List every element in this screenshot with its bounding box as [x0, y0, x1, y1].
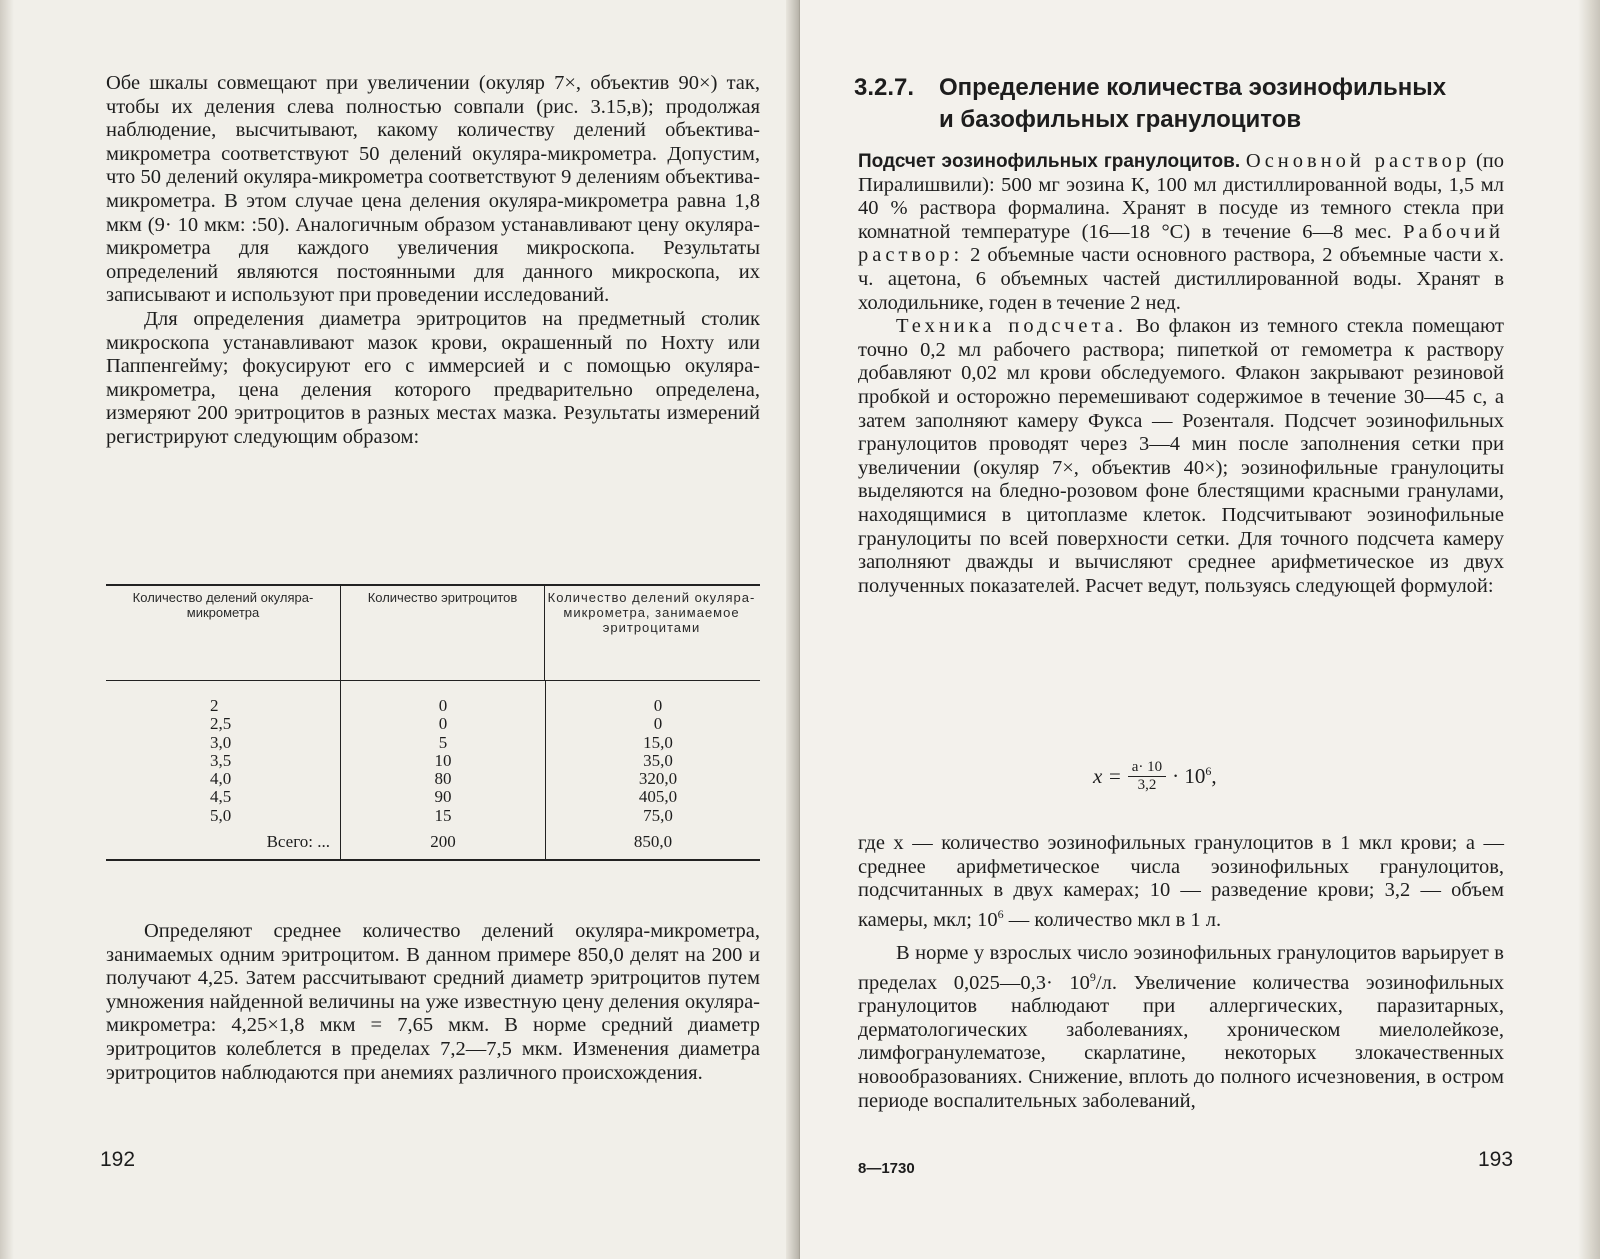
right-text-bottom: [858, 832, 1504, 1113]
paragraph-diameter-method: Для определения диаметра эритроцитов на предметный столик микроскопа устанавливают мазок крови, окрашенный по Нохту или Паппенгейму; фокусируют его с иммерсией и с помощью окуляра-микрометра, цена деления которого предварительно определена, измеряют 200 эритроцитов в разных местах мазка. Результаты измерений регистрируют следующим образом:: [106, 307, 760, 448]
right-text-top: [858, 150, 1504, 598]
paragraph-text: Во флакон из темного стекла помещают точно 0,2 мл рабочего раствора; пипеткой от гемометра к раствору добавляют 0,02 мл крови обследуемого. Флакон закрывают резиновой пробкой и осторожно перемешивают содержимое в течение 30—45 с, а затем заполняют камеру Фукса — Розенталя. Подсчет эозинофильных гранулоцитов проводят через 3—4 мин после заполнения сетки при увеличении (окуляр 7×, объектив 40×); эозинофильные гранулоциты выделяются на бледно-розовом фоне блестящими красными гранулами, находящимися в цитоплазме клеток. Подсчитывают эозинофильные гранулоциты по всей поверхности сетки. Для точного подсчета камеру заполняют дважды и вычисляют среднее арифметическое из двух полученных показателей. Расчет ведут, пользуясь следующей формулой:: [858, 315, 1504, 597]
formula-rhs: · $10^6$,: [1172, 764, 1217, 788]
table-cell: 320,0: [638, 769, 678, 789]
formula-numerator: a· 10: [1128, 760, 1166, 777]
table-cell: 5,0: [210, 805, 232, 825]
table-body: [106, 681, 760, 859]
table-cell: 15,0: [643, 732, 673, 752]
paragraph-solutions: [858, 150, 1504, 315]
table-cell: 3,5: [210, 750, 232, 770]
section-number: 3.2.7.: [854, 74, 915, 101]
table-total-label: Всего: ...: [266, 832, 330, 852]
paragraph-lead: Подсчет эозинофильных гранулоцитов.: [858, 151, 1241, 172]
table-column-erythrocytes: [340, 681, 545, 859]
page-number-left: 192: [100, 1148, 136, 1171]
table-column-divisions: [106, 681, 340, 859]
table-cell: 0: [438, 696, 448, 715]
table-cell: 15: [434, 805, 452, 825]
table-cell: 10: [434, 750, 452, 770]
table-cell: 5: [438, 732, 448, 752]
table-column-occupied: [545, 681, 760, 859]
section-heading: [854, 72, 1514, 136]
paragraph-text: (по Пиралишвили): 500 мг эозина К, 100 мл дистиллированной воды, 1,5 мл 40 % раствора формалина. Хранят в посуде из темного стекла при комнатной температуре (16—18 °С) в течение 6—8 мес.: [858, 150, 1504, 243]
table-header-divisions: Количество делений окуляра-микрометра: [132, 590, 314, 620]
section-title-line1: Определение количества эозинофильных: [939, 74, 1447, 101]
table-total-count: 200: [430, 832, 456, 852]
table-cell: 2: [210, 696, 219, 715]
table-total-divisions: 850,0: [633, 832, 673, 852]
spaced-term: Рабочий раствор:: [858, 220, 1505, 267]
table-cell: 4,0: [210, 769, 232, 789]
table-cell: 0: [653, 696, 663, 715]
table-cell: 90: [434, 787, 452, 807]
table-header: [106, 586, 760, 681]
page-edge-shadow: [1578, 0, 1600, 1259]
table-cell: 2,5: [210, 714, 232, 734]
formula-lhs: x =: [1093, 764, 1122, 788]
formula-denominator: 3,2: [1137, 777, 1157, 793]
table-cell: 3,0: [210, 732, 232, 752]
paragraph-scale-calibration: Обе шкалы совмещают при увеличении (окуляр 7×, объектив 90×) так, чтобы их деления слева полностью совпали (рис. 3.15,в); продолжая наблюдение, высчитывают, какому количеству делений объектива-микрометра соответствуют 50 делений окуляра-микрометра. Допустим, что 50 делений окуляра-микрометра соответствуют 9 делениям объектива-микрометра. В этом случае цена деления окуляра-микрометра равна 1,8 мкм (9· 10 мкм: :50). Аналогичным образом устанавливают цену окуляра-микрометра для каждого увеличения микроскопа. Результаты определений являются постоянными для данного микроскопа, их записывают и используют при проведении исследований.: [106, 72, 760, 307]
paragraph-text: 2 объемные части основного раствора, 2 объемные части х. ч. ацетона, 6 объемных частей дистиллированной воды. Хранят в холодильнике, годен в течение 2 нед.: [858, 244, 1505, 314]
table-header-occupied-divisions: Количество делений окуляра-микрометра, занимаемое эритроцитами: [544, 586, 758, 680]
table-header-erythrocytes: Количество эритроцитов: [340, 586, 544, 680]
section-title-line2: и базофильных гранулоцитов: [939, 106, 1302, 133]
page-edge-shadow: [0, 0, 14, 1259]
formula-fraction: [1128, 760, 1166, 793]
table-cell: 0: [653, 714, 663, 734]
paragraph-norms: В норме у взрослых число эозинофильных гранулоцитов варьирует в пределах 0,025—0,3· $10^9/л$. Увеличение количества эозинофильных гранулоцитов наблюдают при аллергических, паразитарных, дерматологических заболеваниях, хроническом миелолейкозе, лимфогранулематозе, скарлатине, некоторых злокачественных новообразованиях. Снижение, вплоть до полного исчезновения, в остром периоде воспалительных заболеваний,: [858, 942, 1505, 1112]
table-cell: 75,0: [643, 805, 673, 825]
table-cell: 80: [434, 769, 452, 789]
paragraph-formula-legend: где x — количество эозинофильных гранулоцитов в 1 мкл крови; a — среднее арифметическое числа эозинофильных гранулоцитов, подсчитанных в двух камерах; 10 — разведение крови; 3,2 — объем камеры, мкл; $10^6$ — количество мкл в 1 л.: [858, 832, 1504, 931]
table-cell: 35,0: [643, 750, 673, 770]
paragraph-average-diameter: Определяют среднее количество делений окуляра-микрометра, занимаемых одним эритроцитом. В данном примере 850,0 делят на 200 и получают 4,25. Затем рассчитывают средний диаметр эритроцитов путем умножения найденной величины на уже известную цену деления окуляра-микрометра: 4,25×1,8 мкм = 7,65 мкм. В норме средний диаметр эритроцитов колеблется в пределах 7,2—7,5 мкм. Изменения диаметра эритроцитов наблюдаются при анемиях различного происхождения.: [106, 920, 760, 1084]
left-text-top: [106, 72, 760, 450]
left-text-bottom: [106, 920, 760, 1085]
spaced-term: Основной раствор: [1245, 150, 1471, 172]
spaced-term: Техника подсчета.: [896, 315, 1127, 338]
table-cell: 0: [438, 714, 448, 734]
table-cell: 405,0: [638, 787, 678, 807]
printer-signature: 8—1730: [858, 1160, 915, 1177]
formula: [1093, 760, 1217, 793]
table-cell: 4,5: [210, 787, 232, 807]
paragraph-counting-technique: [858, 315, 1504, 598]
page-number-right: 193: [1478, 1148, 1514, 1171]
measurement-table: [106, 584, 760, 861]
